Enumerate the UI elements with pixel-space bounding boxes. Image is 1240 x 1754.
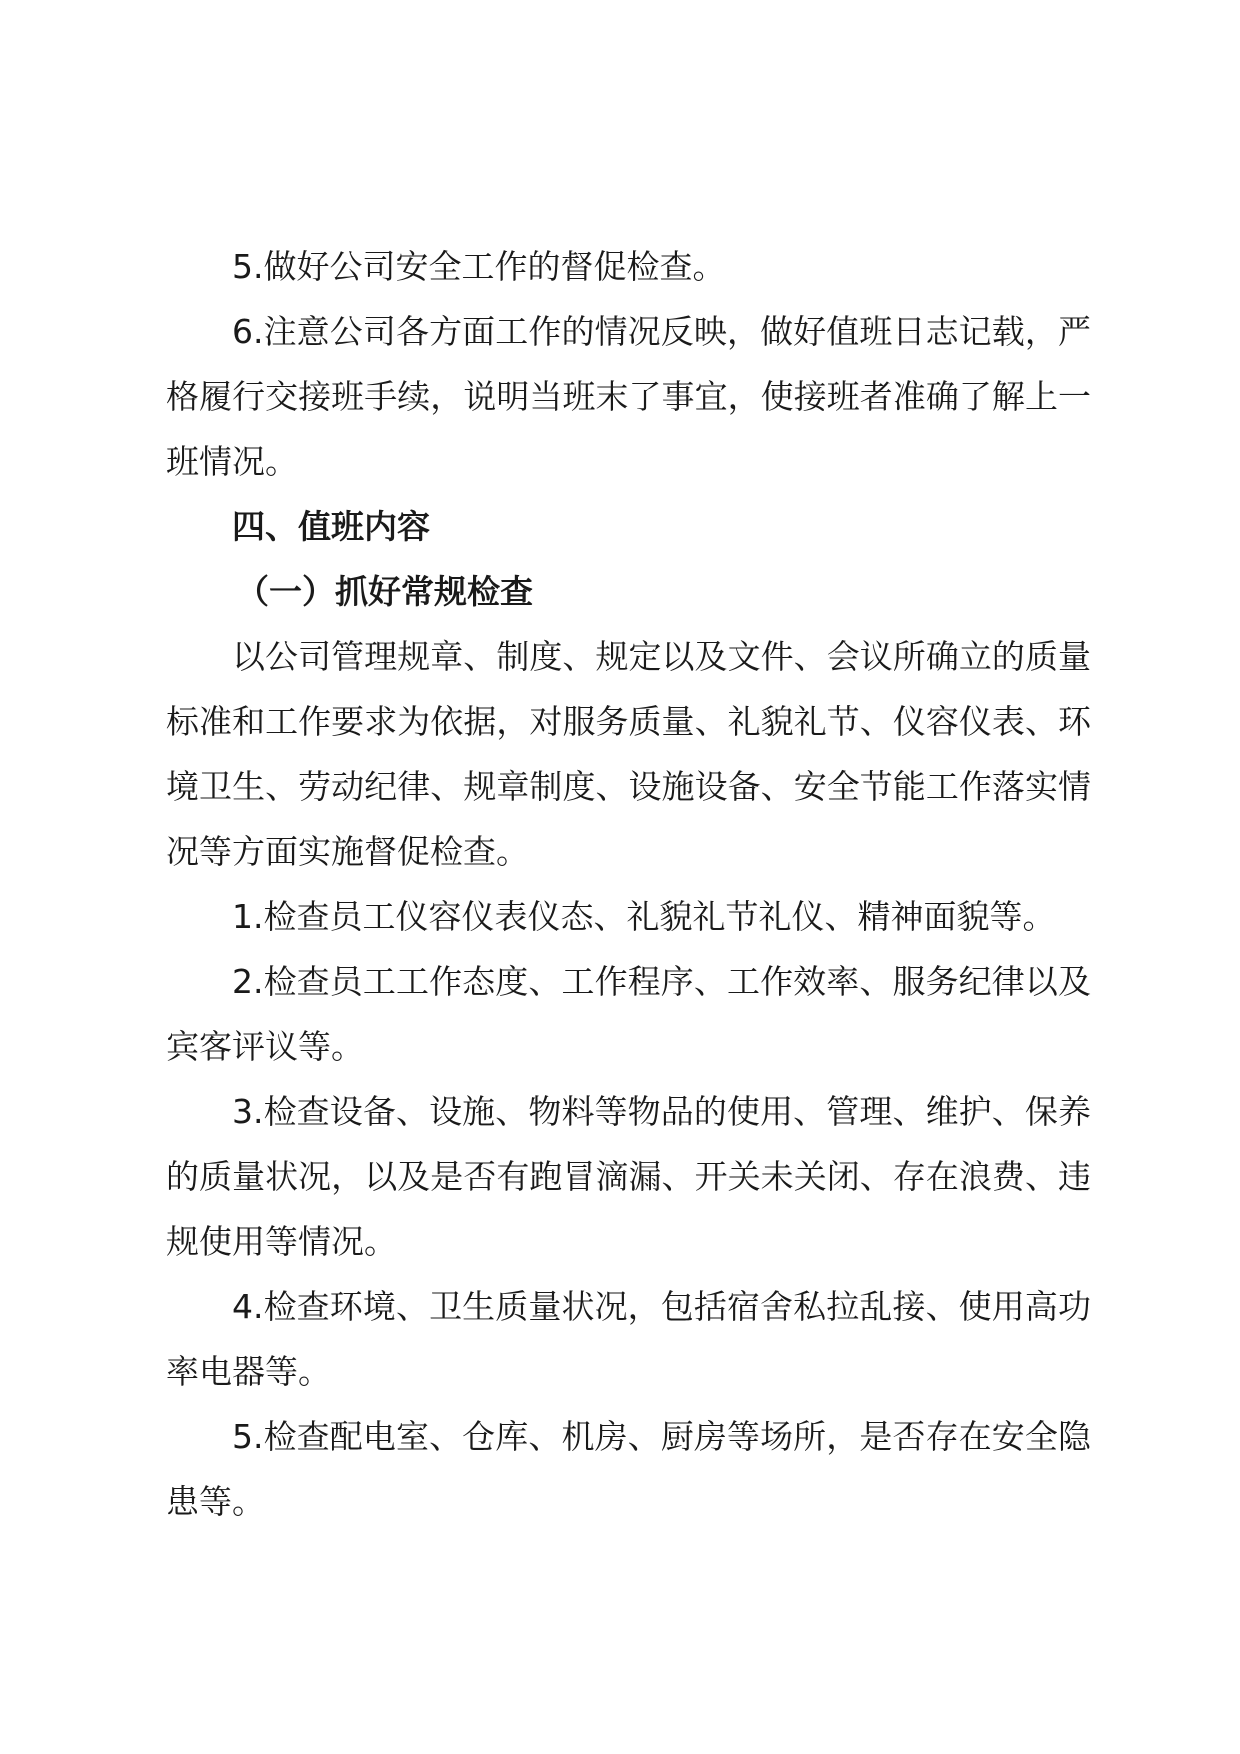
check-item-1: 1.检查员工仪容仪表仪态、礼貌礼节礼仪、精神面貌等。 [232,897,1056,936]
document-body [166,234,1091,1534]
check-item-2: 2.检查员工工作态度、工作程序、工作效率、服务纪律以及宾客评议等。 [166,962,1091,1066]
subsection-heading: （一）抓好常规检查 [236,572,533,611]
section-heading: 四、值班内容 [232,507,430,546]
paragraph-item-5: 5.做好公司安全工作的督促检查。 [232,247,726,286]
check-item-4: 4.检查环境、卫生质量状况，包括宿舍私拉乱接、使用高功率电器等。 [166,1287,1091,1391]
paragraph-intro: 以公司管理规章、制度、规定以及文件、会议所确立的质量标准和工作要求为依据，对服务质量、礼貌礼节、仪容仪表、环境卫生、劳动纪律、规章制度、设施设备、安全节能工作落实情况等方面实施督促检查。 [166,637,1091,871]
paragraph-item-6: 6.注意公司各方面工作的情况反映，做好值班日志记载，严格履行交接班手续，说明当班末了事宜，使接班者准确了解上一班情况。 [166,312,1091,481]
check-item-3: 3.检查设备、设施、物料等物品的使用、管理、维护、保养的质量状况，以及是否有跑冒滴漏、开关未关闭、存在浪费、违规使用等情况。 [166,1092,1091,1261]
check-item-5: 5.检查配电室、仓库、机房、厨房等场所，是否存在安全隐患等。 [166,1417,1091,1521]
